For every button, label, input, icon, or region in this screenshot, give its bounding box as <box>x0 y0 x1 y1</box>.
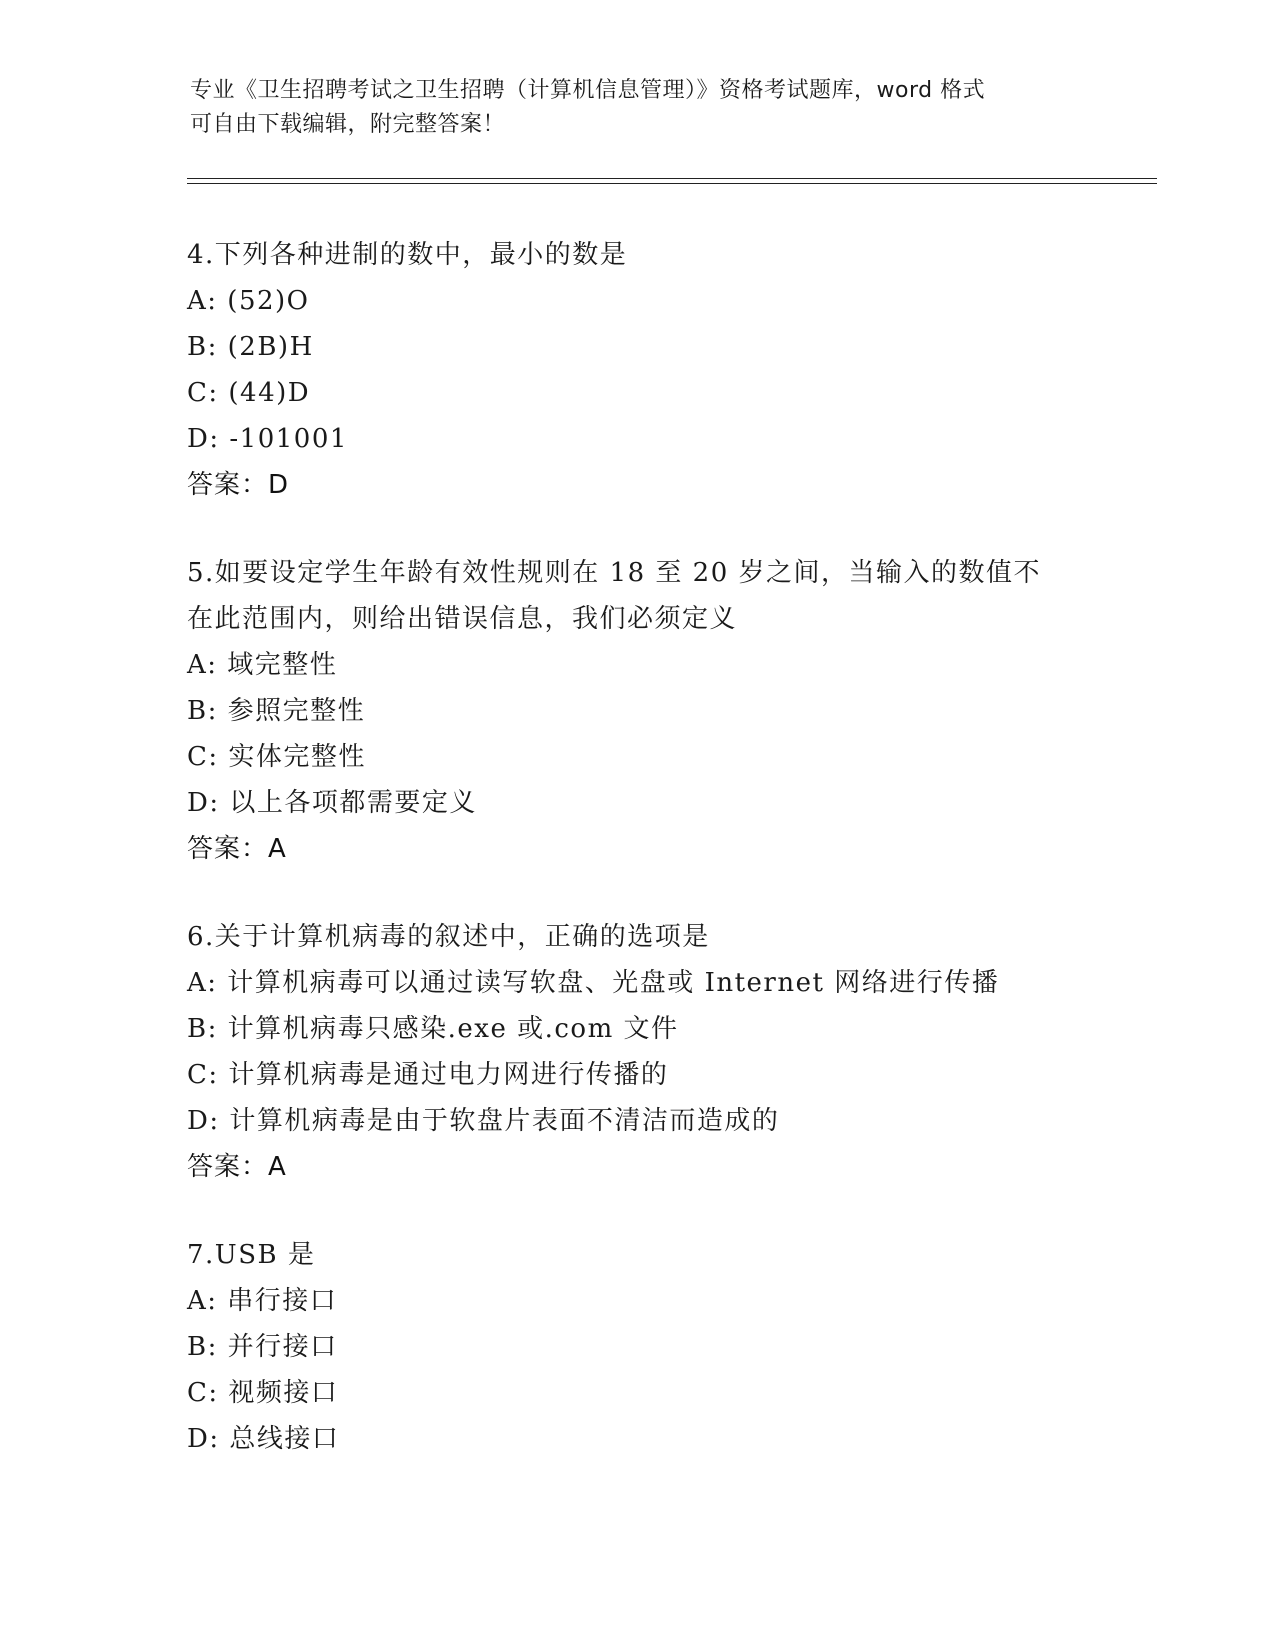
question-block <box>187 1232 1107 1462</box>
header-divider <box>187 178 1157 184</box>
question-stem <box>187 914 1107 960</box>
answer-option: C: (44)D <box>187 378 311 408</box>
answer-option: C: 实体完整性 <box>187 742 366 772</box>
correct-answer: 答案：D <box>187 470 290 500</box>
answer-option: D: 以上各项都需要定义 <box>187 788 477 818</box>
answer-option: D: -101001 <box>187 424 348 454</box>
question-stem <box>187 1232 1107 1278</box>
answer-option: B: 计算机病毒只感染.exe 或.com 文件 <box>187 1014 679 1044</box>
question-stem <box>187 550 1107 642</box>
correct-answer: 答案：A <box>187 834 287 864</box>
question-block <box>187 550 1107 872</box>
answer-option: B: (2B)H <box>187 332 314 362</box>
question-block <box>187 232 1107 508</box>
answer-option: B: 参照完整性 <box>187 696 366 726</box>
question-stem-line: 6.关于计算机病毒的叙述中，正确的选项是 <box>187 922 710 952</box>
answer-option: A: 串行接口 <box>187 1286 338 1316</box>
question-block <box>187 914 1107 1190</box>
answer-option: C: 视频接口 <box>187 1378 339 1408</box>
answer-option: D: 计算机病毒是由于软盘片表面不清洁而造成的 <box>187 1106 780 1136</box>
question-stem-line: 4.下列各种进制的数中，最小的数是 <box>187 240 628 270</box>
question-list <box>187 232 1107 1504</box>
answer-option: A: 计算机病毒可以通过读写软盘、光盘或 Internet 网络进行传播 <box>187 968 1000 998</box>
answer-option: C: 计算机病毒是通过电力网进行传播的 <box>187 1060 669 1090</box>
answer-option: D: 总线接口 <box>187 1424 340 1454</box>
correct-answer: 答案：A <box>187 1152 287 1182</box>
question-stem-line: 5.如要设定学生年龄有效性规则在 18 至 20 岁之间，当输入的数值不 <box>187 558 1042 588</box>
question-stem <box>187 232 1107 278</box>
answer-option: A: (52)O <box>187 286 310 316</box>
question-stem-line: 在此范围内，则给出错误信息，我们必须定义 <box>187 604 738 634</box>
answer-option: B: 并行接口 <box>187 1332 338 1362</box>
header-title-line-2: 可自由下载编辑，附完整答案！ <box>190 112 506 137</box>
document-header <box>190 74 1090 142</box>
header-title-line-1: 专业《卫生招聘考试之卫生招聘（计算机信息管理）》资格考试题库，word 格式 <box>190 78 986 103</box>
question-stem-line: 7.USB 是 <box>187 1240 316 1270</box>
answer-option: A: 域完整性 <box>187 650 338 680</box>
